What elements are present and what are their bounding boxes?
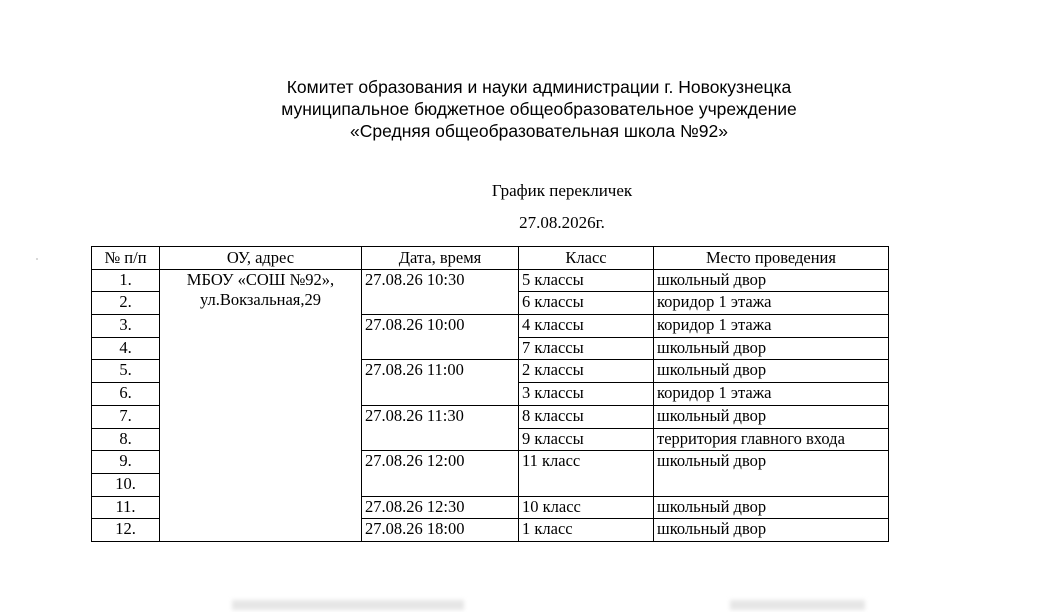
row-number: 1. — [92, 269, 160, 292]
school-address-cell — [160, 269, 362, 541]
col-header-location: Место проведения — [654, 247, 889, 270]
row-number: 2. — [92, 292, 160, 315]
class-cell: 7 классы — [519, 337, 654, 360]
row-number: 6. — [92, 383, 160, 406]
class-cell: 2 классы — [519, 360, 654, 383]
class-cell: 5 классы — [519, 269, 654, 292]
row-number: 11. — [92, 496, 160, 519]
location-cell: коридор 1 этажа — [654, 315, 889, 338]
schedule-title: График перекличек — [491, 181, 633, 200]
class-cell: 9 классы — [519, 428, 654, 451]
row-number: 12. — [92, 519, 160, 542]
row-number: 5. — [92, 360, 160, 383]
location-cell: школьный двор — [654, 496, 889, 519]
row-number: 10. — [92, 473, 160, 496]
location-cell: школьный двор — [654, 269, 889, 292]
date-time-cell: 27.08.26 11:00 — [362, 360, 519, 405]
col-header-class: Класс — [519, 247, 654, 270]
schedule-date: 27.08.2026г. — [519, 213, 605, 232]
row-number: 7. — [92, 405, 160, 428]
class-cell: 1 класс — [519, 519, 654, 542]
row-number: 8. — [92, 428, 160, 451]
class-cell: 6 классы — [519, 292, 654, 315]
table-row — [92, 269, 889, 292]
school-address: ул.Вокзальная,29 — [199, 289, 322, 309]
rollcall-schedule-table — [91, 246, 889, 542]
class-cell: 4 классы — [519, 315, 654, 338]
document-header — [0, 76, 1056, 142]
col-header-number: № п/п — [92, 247, 160, 270]
location-cell: территория главного входа — [654, 428, 889, 451]
class-cell: 3 классы — [519, 383, 654, 406]
class-cell: 8 классы — [519, 405, 654, 428]
location-cell: коридор 1 этажа — [654, 383, 889, 406]
cut-off-signature-left — [232, 600, 464, 610]
col-header-school-address: ОУ, адрес — [160, 247, 362, 270]
col-header-date-time: Дата, время — [362, 247, 519, 270]
date-time-cell: 27.08.26 12:00 — [362, 451, 519, 496]
location-cell: школьный двор — [654, 360, 889, 383]
location-cell: школьный двор — [654, 337, 889, 360]
location-cell: коридор 1 этажа — [654, 292, 889, 315]
date-time-cell: 27.08.26 10:00 — [362, 315, 519, 360]
class-cell: 10 класс — [519, 496, 654, 519]
date-time-cell: 27.08.26 11:30 — [362, 405, 519, 450]
header-committee-line: Комитет образования и науки администрации г. Новокузнецка — [286, 77, 792, 97]
table-header-row — [92, 247, 889, 270]
location-cell: школьный двор — [654, 519, 889, 542]
header-institution-type-line: муниципальное бюджетное общеобразовательное учреждение — [281, 99, 797, 119]
row-number: 4. — [92, 337, 160, 360]
date-time-cell: 27.08.26 12:30 — [362, 496, 519, 519]
date-time-cell: 27.08.26 18:00 — [362, 519, 519, 542]
class-cell: 11 класс — [519, 451, 654, 496]
school-name: МБОУ «СОШ №92», — [186, 269, 335, 289]
location-cell: школьный двор — [654, 405, 889, 428]
row-number: 9. — [92, 451, 160, 474]
cut-off-signature-right — [730, 600, 865, 610]
scan-speck — [36, 258, 38, 260]
location-cell: школьный двор — [654, 451, 889, 496]
row-number: 3. — [92, 315, 160, 338]
date-time-cell: 27.08.26 10:30 — [362, 269, 519, 314]
header-school-name-line: «Средняя общеобразовательная школа №92» — [350, 121, 728, 141]
